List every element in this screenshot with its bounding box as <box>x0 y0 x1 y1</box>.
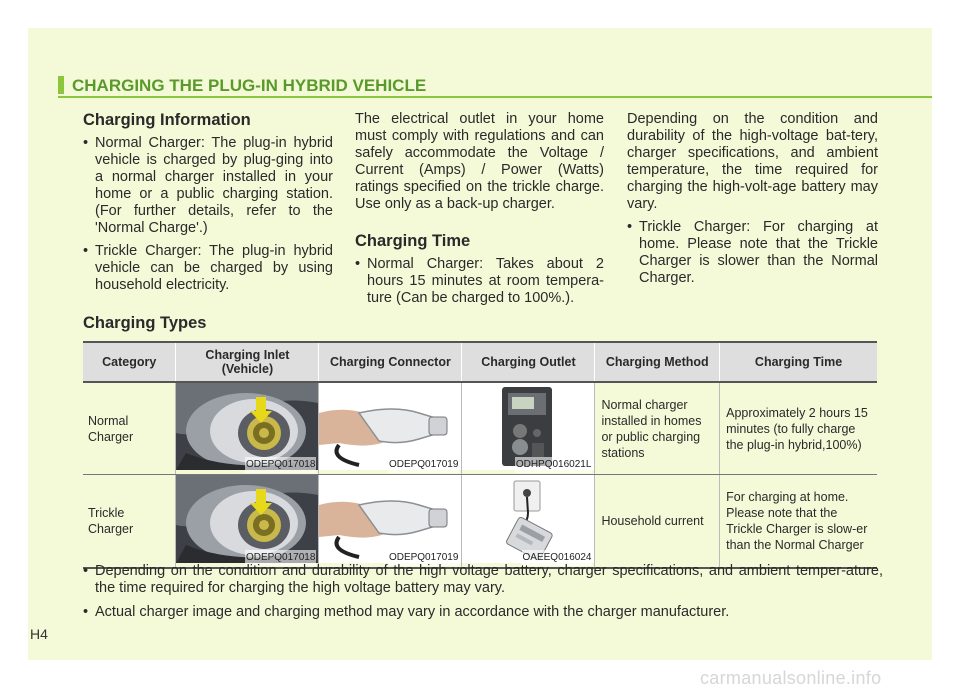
bullet-trickle-charger: • Trickle Charger: The plug-in hybrid vehicle can be charged by using household electricity. <box>83 243 333 293</box>
column-outlet-and-time <box>355 111 604 313</box>
table-header-row <box>83 342 877 382</box>
outlet-image-code: ODHPQ016021L <box>515 457 593 473</box>
header-charging-inlet: Charging Inlet (Vehicle) <box>176 342 319 382</box>
outlet-image-code: OAEEQ016024 <box>522 550 593 566</box>
connector-image-code: ODEPQ017019 <box>388 550 460 566</box>
bullet-normal-charger-time: • Normal Charger: Takes about 2 hours 15 minutes at room tempera-ture (Can be charged to 100%.). <box>355 256 604 306</box>
charging-types-heading: Charging Types <box>83 314 207 332</box>
table-row <box>83 475 877 569</box>
bullet-text: Trickle Charger: The plug-in hybrid vehicle can be charged by using household electricity. <box>95 243 333 293</box>
note-text: Depending on the condition and durability of the high voltage battery, charger specifications, and ambient temper-ature, the time required for charging the high voltage battery may vary. <box>95 563 883 596</box>
charging-types-table <box>83 341 877 569</box>
note-item: • Actual charger image and charging method may vary in accordance with the charger manufacturer. <box>83 604 883 621</box>
bullet-normal-charger: • Normal Charger: The plug-in hybrid vehicle is charged by plug-ging into a normal charger installed in your home or a public charging station. (For further details, refer to the 'Normal Charge'.) <box>83 135 333 236</box>
site-watermark: carmanualsonline.info <box>700 668 882 688</box>
column-conditions <box>627 111 878 293</box>
note-text: Actual charger image and charging method may vary in accordance with the charger manufacturer. <box>95 604 730 620</box>
method-cell: Household current <box>595 475 720 569</box>
section-title: CHARGING THE PLUG-IN HYBRID VEHICLE <box>72 76 427 95</box>
outlet-image-cell <box>462 382 595 475</box>
inlet-image-cell <box>176 475 319 569</box>
outlet-image-cell <box>462 475 595 569</box>
column-charging-information <box>83 112 333 300</box>
bullet-text: Normal Charger: The plug-in hybrid vehicle is charged by plug-ging into a normal charger installed in your home or a public charging station. (For further details, refer to the 'Normal Charge'.) <box>95 135 333 236</box>
charging-time-heading: Charging Time <box>355 232 471 250</box>
header-rule <box>58 96 932 98</box>
outlet-compliance-text: The electrical outlet in your home must comply with regulations and can safely accommodate the Voltage / Current (Amps) / Power (Watts) ratings specified on the trickle charge. Use only as a back-up charger. <box>355 111 604 212</box>
inlet-image-code: ODEPQ017018 <box>245 457 317 473</box>
inlet-image-code: ODEPQ017018 <box>245 550 317 566</box>
conditions-text: Depending on the condition and durability of the high-voltage bat-tery, charger specifications, and ambient temperature, the time required for charging the high-volt-age battery may vary. <box>627 111 878 212</box>
connector-image-cell <box>319 475 462 569</box>
header-charging-connector: Charging Connector <box>319 342 462 382</box>
header-category: Category <box>83 342 176 382</box>
bullet-trickle-charger-home: • Trickle Charger: For charging at home. Please note that the Trickle Charger is slower than the Normal Charger. <box>627 219 878 286</box>
time-cell: For charging at home. Please note that the Trickle Charger is slow-er than the Normal Charger <box>720 475 877 569</box>
table-row <box>83 382 877 475</box>
category-cell: Normal Charger <box>83 382 176 475</box>
category-cell: Trickle Charger <box>83 475 176 569</box>
method-cell: Normal charger installed in homes or public charging stations <box>595 382 720 475</box>
bullet-text: Normal Charger: Takes about 2 hours 15 minutes at room tempera-ture (Can be charged to 100%.). <box>367 256 604 306</box>
header-charging-outlet: Charging Outlet <box>462 342 595 382</box>
header-charging-method: Charging Method <box>595 342 720 382</box>
charging-information-heading: Charging Information <box>83 111 251 129</box>
time-cell: Approximately 2 hours 15 minutes (to fully charge the plug-in hybrid,100%) <box>720 382 877 475</box>
connector-image-cell <box>319 382 462 475</box>
bullet-text: Trickle Charger: For charging at home. Please note that the Trickle Charger is slower than the Normal Charger. <box>639 219 878 286</box>
inlet-image-cell <box>176 382 319 475</box>
header-accent-bar <box>58 76 64 94</box>
page-number: H4 <box>30 626 48 642</box>
notes-section <box>83 563 883 628</box>
header-charging-time: Charging Time <box>720 342 877 382</box>
note-item: • Depending on the condition and durability of the high voltage battery, charger specifications, and ambient temper-ature, the time required for charging the high voltage battery may vary. <box>83 563 883 596</box>
connector-image-code: ODEPQ017019 <box>388 457 460 473</box>
